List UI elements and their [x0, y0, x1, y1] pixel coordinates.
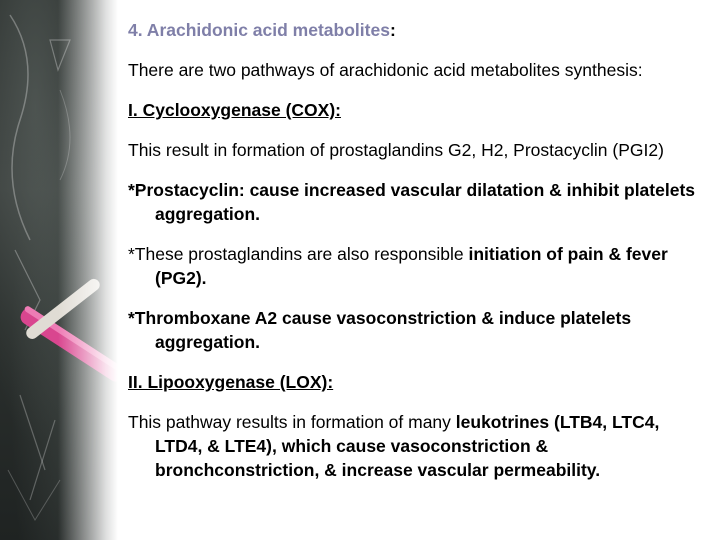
- prostaglandin-bullet-emphasis: initiation of pain & fever (PG2).: [155, 244, 668, 288]
- cox-heading: I. Cyclooxygenase (COX):: [128, 100, 341, 120]
- prostaglandin-bullet: [128, 242, 708, 290]
- cox-description: This result in formation of prostaglandins G2, H2, Prostacyclin (PGI2): [128, 140, 664, 160]
- lox-description-emphasis: leukotrines (LTB4, LTC4, LTD4, & LTE4), which cause vasoconstriction & bronchconstriction, & increase vascular permeability.: [155, 412, 660, 480]
- lox-description-text: This pathway results in formation of many: [128, 412, 456, 432]
- slide-content: [128, 18, 708, 482]
- slide-title-text: 4. Arachidonic acid metabolites: [128, 20, 390, 40]
- slide-title: [128, 18, 708, 42]
- intro-paragraph: There are two pathways of arachidonic acid metabolites synthesis:: [128, 60, 643, 80]
- lox-description: [128, 410, 708, 482]
- prostaglandin-bullet-text: *These prostaglandins are also responsible: [128, 244, 469, 264]
- thromboxane-bullet: *Thromboxane A2 cause vasoconstriction & induce platelets aggregation.: [128, 308, 632, 352]
- prostacyclin-bullet: *Prostacyclin: cause increased vascular dilatation & inhibit platelets aggregation.: [128, 180, 696, 224]
- chalkboard-background: [0, 0, 118, 540]
- chalk-sticks-icon: [0, 0, 118, 540]
- lox-heading: II. Lipooxygenase (LOX):: [128, 372, 334, 392]
- slide-title-colon: :: [389, 20, 396, 40]
